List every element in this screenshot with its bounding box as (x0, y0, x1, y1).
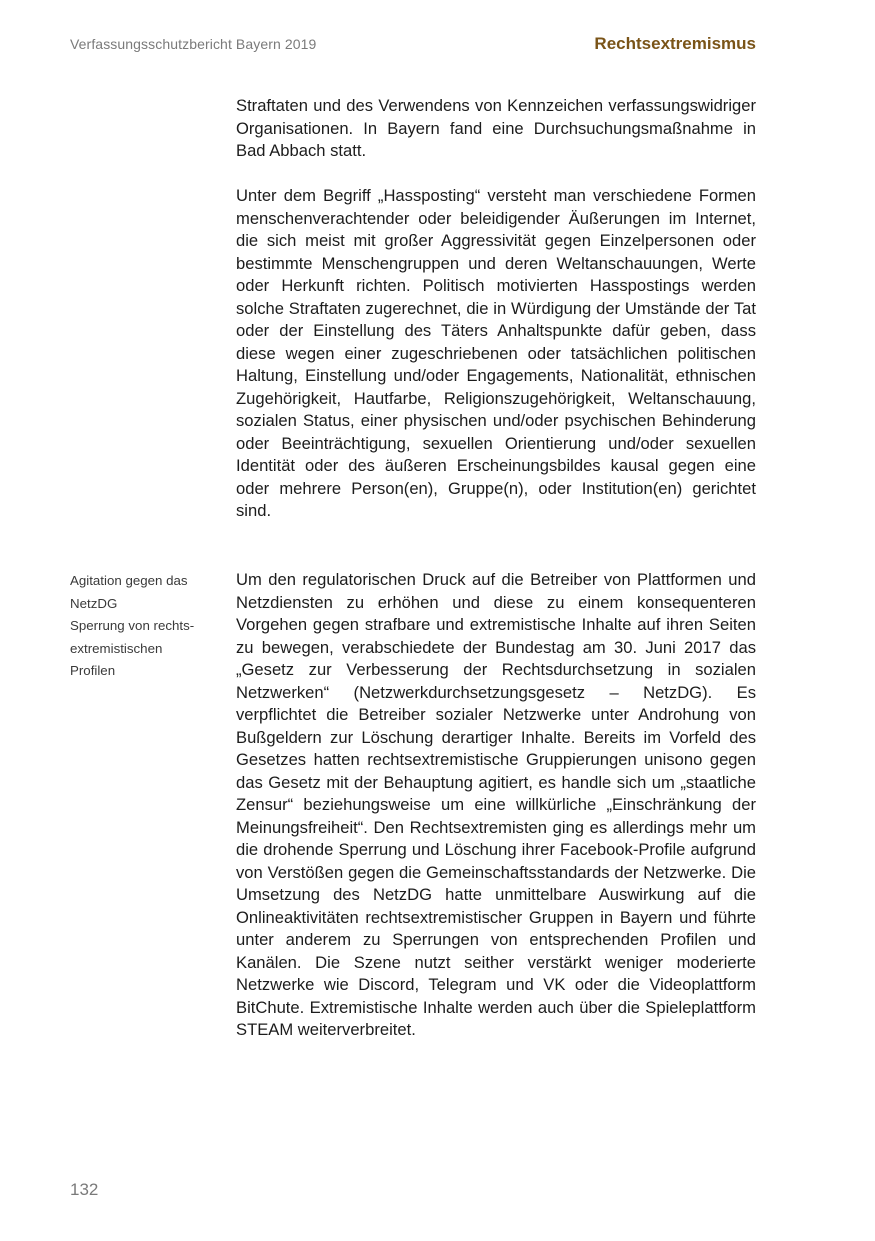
page-number: 132 (70, 1180, 99, 1199)
margin-notes (70, 570, 220, 683)
paragraph-hassposting (236, 185, 756, 523)
section-title: Rechtsextremismus (594, 34, 756, 53)
paragraph-text: Unter dem Begriff „Hassposting“ versteht man verschiedene Formen menschenverachtender oder beleidigender Äußerungen im Internet, die sich meist mit großer Aggressivität gegen Einzelpersonen oder bestimmte Menschengruppen und deren Weltanschauungen, Werte oder Herkunft richten. Politisch motivierten Hasspostings werden solche Straftaten zugerechnet, die in Würdigung der Umstände der Tat oder der Einstellung des Täters Anhaltspunkte dafür geben, dass diese wegen einer zugeschriebenen oder tatsächlichen politischen Haltung, Einstellung und/oder Engagements, Nationalität, ethnischen Zugehörigkeit, Hautfarbe, Religionszugehörigkeit, Weltanschauung, sozialen Status, einer physischen und/oder psychischen Behinderung oder Beeinträchtigung, sexuellen Orientierung und/oder sexuellen Identität oder des äußeren Erscheinungsbildes kausal gegen eine oder mehrere Person(en), Gruppe(n), oder Institution(en) gerichtet sind. (236, 186, 756, 520)
margin-note-line: Sperrung von rechts- (70, 618, 195, 633)
margin-note-line: extremistischen (70, 640, 163, 656)
running-title: Verfassungsschutzbericht Bayern 2019 (70, 36, 317, 52)
paragraph-text: Straftaten und des Verwendens von Kennzeichen verfassungswidriger Organisationen. In Bayern fand eine Durchsuchungsmaßnahme in Bad Abbach statt. (236, 96, 756, 160)
paragraph-text: Um den regulatorischen Druck auf die Betreiber von Plattformen und Netzdiensten zu erhöhen und diese zu einem konsequenteren Vorgehen gegen strafbare und extremistische Inhalte auf ihren Seiten zu bewegen, verabschiedete der Bundestag am 30. Juni 2017 das „Gesetz zur Verbesserung der Rechtsdurchsetzung in sozialen Netzwerken“ (Netzwerkdurchsetzungsgesetz – NetzDG). Es verpflichtet die Betreiber sozialer Netzwerke unter Androhung von Bußgeldern zur Löschung derartiger Inhalte. Bereits im Vorfeld des Gesetzes hatten rechtsextremistische Gruppierungen unisono gegen das Gesetz mit der Behauptung agitiert, es handle sich um „staatliche Zensur“ beziehungsweise um eine willkürliche „Einschränkung der Meinungsfreiheit“. Den Rechtsextremisten ging es allerdings mehr um die drohende Sperrung und Löschung ihrer Facebook-Profile aufgrund von Verstößen gegen die Gemeinschaftsstandards der Netzwerke. Die Umsetzung des NetzDG hatte unmittelbare Auswirkung auf die Onlineaktivitäten rechtsextremistischer Gruppen in Bayern und führte unter anderem zu Sperrungen von entsprechenden Profilen und Kanälen. Die Szene nutzt seither verstärkt weniger moderierte Netzwerke wie Discord, Telegram und VK oder die Videoplattform BitChute. Extremistische Inhalte werden auch über die Spieleplattform STEAM weiterverbreitet. (236, 570, 756, 1039)
paragraph-continuation (236, 95, 756, 163)
paragraph-netzdg (236, 569, 756, 1042)
margin-note-line: Profilen (70, 663, 116, 678)
margin-note-line: Agitation gegen das (70, 573, 188, 588)
margin-note-line: NetzDG (70, 595, 118, 611)
